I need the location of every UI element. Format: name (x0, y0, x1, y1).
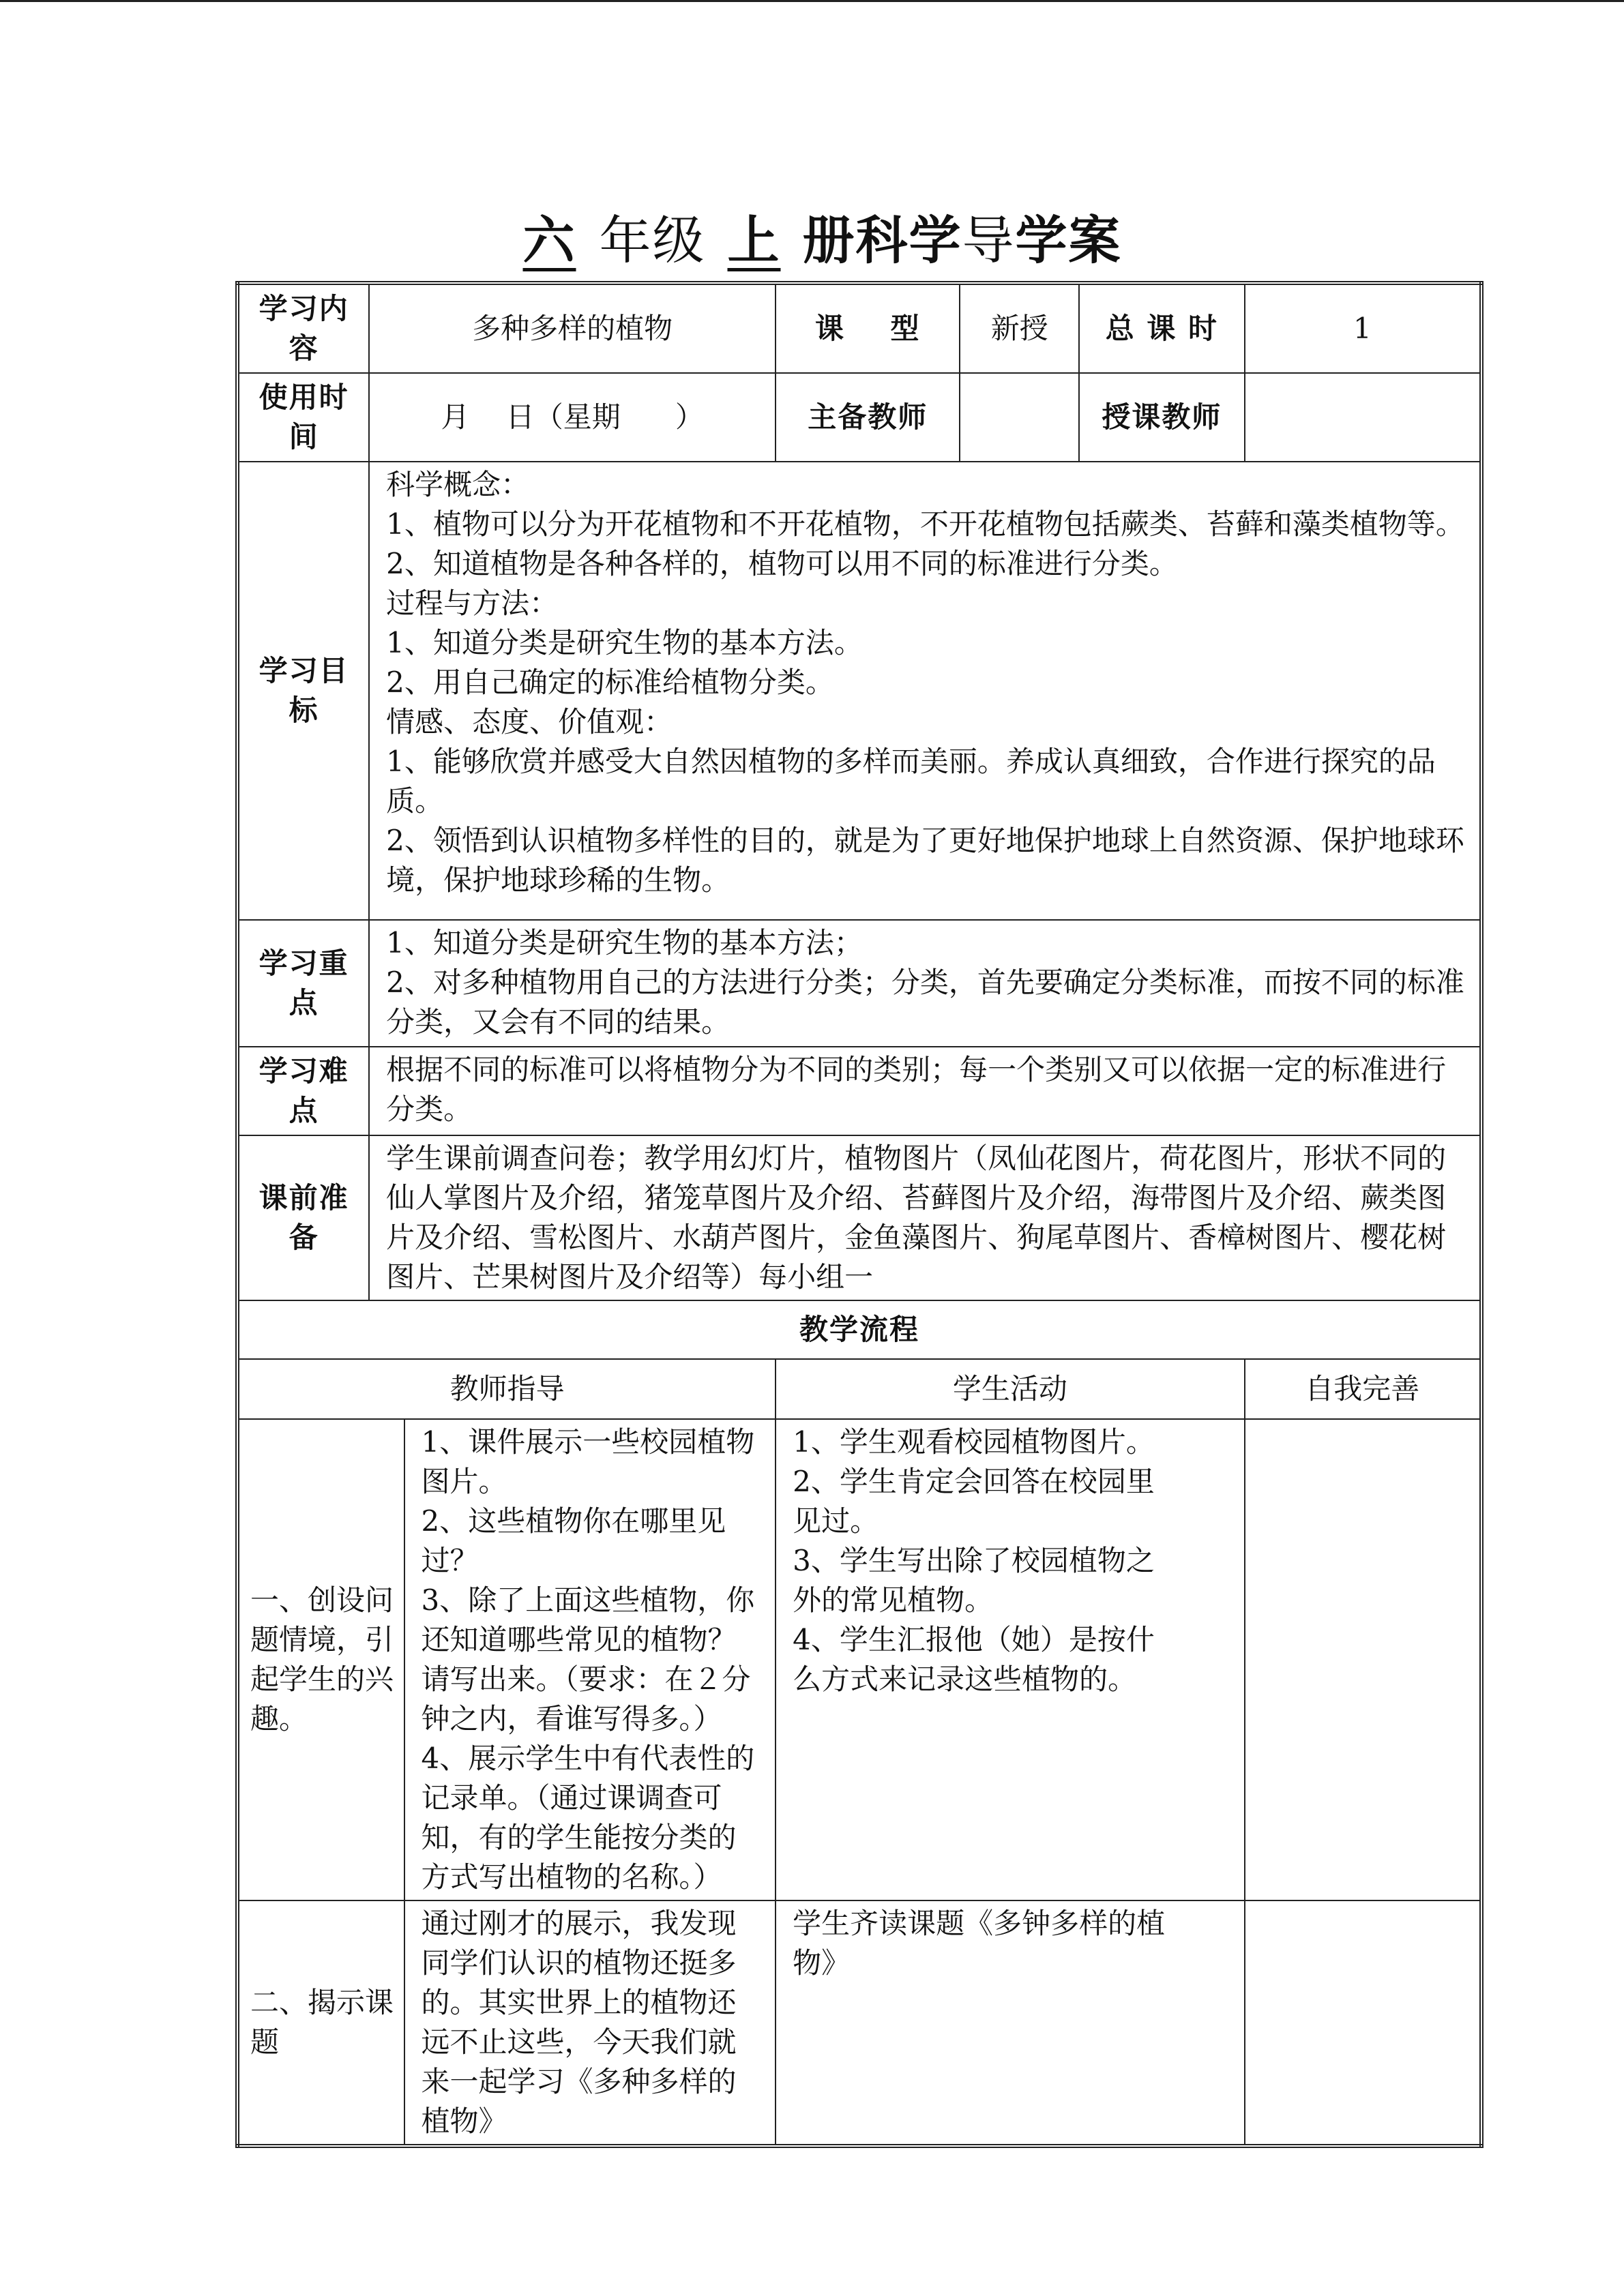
goals-line: 情感、态度、价值观： (386, 705, 673, 739)
teacher-guide-content (404, 1419, 776, 1900)
key-label: 学习重点 (237, 920, 369, 1047)
teacher-step: 通过刚才的展示，我发现同学们认识的植物还挺多的。其实世界上的植物还远不止这些，今天我们就来一起学习《多种多样的植物》 (421, 1907, 737, 2138)
title-word2: 册科学 (802, 210, 962, 271)
student-step: 4、学生汇报他（她）是按什么方式来记录这些植物的。 (793, 1623, 1155, 1696)
title-word3: 导 (962, 210, 1016, 271)
lead-teacher-value (960, 373, 1079, 462)
lesson-plan-table (235, 281, 1483, 2148)
time-value: 月 日（星期 ） (369, 373, 776, 462)
flow-row-2 (237, 1900, 1481, 2146)
self-improve-cell (1245, 1900, 1481, 2146)
key-line: 1、知道分类是研究生物的基本方法； (386, 926, 863, 959)
col-student-activity: 学生活动 (776, 1359, 1244, 1419)
difficult-label: 学习难点 (237, 1047, 369, 1135)
stage-label: 一、创设问题情境，引起学生的兴趣。 (237, 1419, 404, 1900)
student-step: 1、学生观看校园植物图片。 (793, 1425, 1155, 1459)
hours-label: 总 课 时 (1079, 283, 1245, 373)
student-activity-content (776, 1419, 1244, 1900)
page-top-border (0, 0, 1624, 2)
time-label: 使用时间 (237, 373, 369, 462)
teacher-step: 4、展示学生中有代表性的记录单。（通过课调查可知，有的学生能按分类的方式写出植物的名称。） (421, 1742, 755, 1894)
student-step: 2、学生肯定会回答在校园里见过。 (793, 1465, 1155, 1538)
teacher-guide-content (404, 1900, 776, 2146)
type-label: 课 型 (776, 283, 960, 373)
title-grade: 六 (522, 210, 576, 271)
prep-row (237, 1135, 1481, 1300)
title-word4: 学案 (1015, 210, 1122, 271)
goals-line: 2、领悟到认识植物多样性的目的，就是为了更好地保护地球上自然资源、保护地球环境，保护地球珍稀的生物。 (386, 824, 1464, 897)
teacher-step: 3、除了上面这些植物，你还知道哪些常见的植物？请写出来。（要求：在２分钟之内，看谁写得多。） (421, 1583, 755, 1735)
goals-line: 1、植物可以分为开花植物和不开花植物，不开花植物包括蕨类、苔藓和藻类植物等。 (386, 507, 1464, 541)
teacher-value (1245, 373, 1481, 462)
goals-line: 科学概念： (386, 468, 530, 501)
title-term: 上 (727, 210, 781, 271)
goals-line: 2、用自己确定的标准给植物分类。 (386, 666, 834, 699)
student-step: 学生齐读课题《多钟多样的植物》 (793, 1907, 1166, 1980)
goals-line: 过程与方法： (386, 586, 559, 620)
page-title (0, 199, 1624, 273)
info-row-1 (237, 283, 1481, 373)
title-word1: 年级 (599, 210, 706, 271)
content-value: 多种多样的植物 (369, 283, 776, 373)
self-improve-cell (1245, 1419, 1481, 1900)
flow-row-1 (237, 1419, 1481, 1900)
prep-content (369, 1135, 1481, 1300)
goals-line: 2、知道植物是各种各样的，植物可以用不同的标准进行分类。 (386, 547, 1178, 580)
teacher-label: 授课教师 (1079, 373, 1245, 462)
student-activity-content (776, 1900, 1244, 2146)
goals-line: 1、能够欣赏并感受大自然因植物的多样而美丽。养成认真细致，合作进行探究的品质。 (386, 745, 1436, 818)
flow-heading-row (237, 1300, 1481, 1359)
teacher-step: 1、课件展示一些校园植物图片。 (421, 1425, 755, 1498)
col-teacher-guide: 教师指导 (237, 1359, 776, 1419)
info-row-2 (237, 373, 1481, 462)
flow-heading: 教学流程 (237, 1300, 1481, 1359)
type-value: 新授 (960, 283, 1079, 373)
content-label: 学习内容 (237, 283, 369, 373)
col-self-improve: 自我完善 (1245, 1359, 1481, 1419)
hours-value: 1 (1245, 283, 1481, 373)
prep-text: 学生课前调查问卷；教学用幻灯片，植物图片（凤仙花图片，荷花图片，形状不同的仙人掌图片及介绍，猪笼草图片及介绍、苔藓图片及介绍，海带图片及介绍、蕨类图片及介绍、雪松图片、水葫芦图片，金鱼藻图片、狗尾草图片、香樟树图片、樱花树图片、芒果树图片及介绍等）每小组一 (386, 1142, 1447, 1294)
key-content (369, 920, 1481, 1047)
teacher-step: 2、这些植物你在哪里见过？ (421, 1504, 726, 1577)
prep-label: 课前准备 (237, 1135, 369, 1300)
goals-row (237, 462, 1481, 920)
stage-label: 二、揭示课题 (237, 1900, 404, 2146)
key-line: 2、对多种植物用自己的方法进行分类；分类，首先要确定分类标准，而按不同的标准分类，又会有不同的结果。 (386, 966, 1464, 1039)
key-row (237, 920, 1481, 1047)
flow-columns-row (237, 1359, 1481, 1419)
goals-label: 学习目标 (237, 462, 369, 920)
difficult-content: 根据不同的标准可以将植物分为不同的类别；每一个类别又可以依据一定的标准进行分类。 (369, 1047, 1481, 1135)
student-step: 3、学生写出除了校园植物之外的常见植物。 (793, 1544, 1155, 1617)
difficult-row (237, 1047, 1481, 1135)
goals-content (369, 462, 1481, 920)
lead-teacher-label: 主备教师 (776, 373, 960, 462)
goals-line: 1、知道分类是研究生物的基本方法。 (386, 626, 863, 659)
